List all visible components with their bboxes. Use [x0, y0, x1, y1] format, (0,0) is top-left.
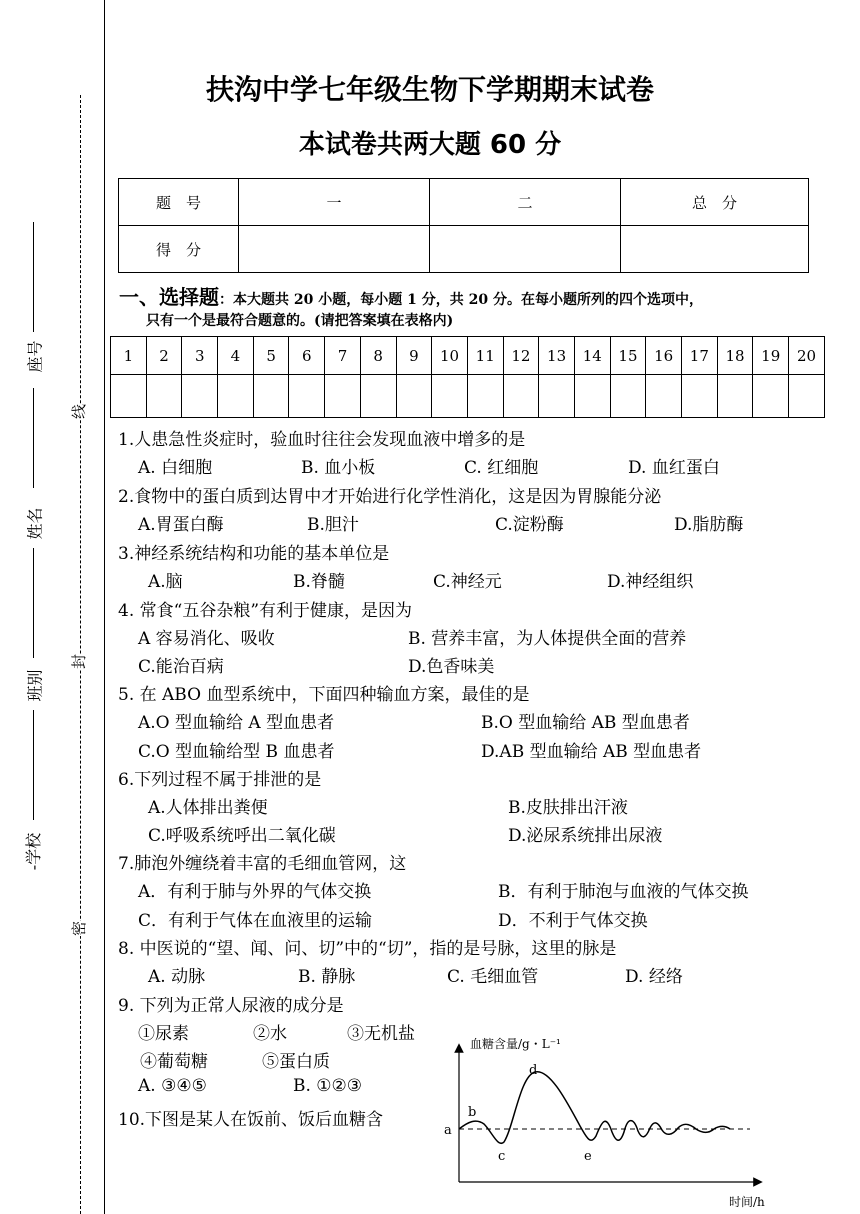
q7-option-d: D．不利于气体交换	[498, 911, 648, 931]
answer-number: 7	[325, 337, 361, 375]
q9-item-1: ①尿素	[138, 1024, 189, 1044]
score-table	[118, 178, 809, 273]
answer-number: 4	[218, 337, 254, 375]
answer-cell[interactable]	[289, 375, 325, 418]
q1-option-a: A. 白细胞	[138, 458, 213, 478]
answer-number: 1	[111, 337, 147, 375]
point-c-label: c	[498, 1149, 506, 1164]
q4-option-d: D.色香味美	[408, 657, 495, 677]
school-field[interactable]	[33, 710, 34, 820]
score-cell-total[interactable]	[621, 226, 809, 273]
seat-label: 座号	[25, 340, 45, 373]
exam-subtitle: 本试卷共两大题 60 分	[298, 130, 562, 160]
answer-number: 17	[682, 337, 718, 375]
answer-number: 3	[182, 337, 218, 375]
q9-item-3: ③无机盐	[347, 1024, 415, 1044]
answer-number: 14	[574, 337, 610, 375]
q8-option-a: A. 动脉	[148, 967, 206, 987]
q3-option-a: A.脑	[148, 572, 183, 592]
answer-number: 20	[789, 337, 825, 375]
answer-cell[interactable]	[610, 375, 646, 418]
class-label: 班别	[25, 669, 45, 702]
answer-cell[interactable]	[789, 375, 825, 418]
answer-cell[interactable]	[646, 375, 682, 418]
answer-number: 5	[253, 337, 289, 375]
q7-option-c: C．有利于气体在血液里的运输	[138, 911, 373, 931]
point-d-label: d	[529, 1063, 538, 1078]
answer-cell[interactable]	[325, 375, 361, 418]
q2-stem: 2.食物中的蛋白质到达胃中才开始进行化学性消化，这是因为胃腺能分泌	[118, 487, 662, 507]
q6-option-b: B.皮肤排出汗液	[508, 798, 628, 818]
q9-item-2: ②水	[253, 1024, 287, 1044]
q7-option-a: A．有利于肺与外界的气体交换	[138, 882, 372, 902]
q3-option-c: C.神经元	[433, 572, 502, 592]
exam-title: 扶沟中学七年级生物下学期期末试卷	[205, 73, 654, 106]
answer-number: 8	[360, 337, 396, 375]
q4-option-c: C.能治百病	[138, 657, 224, 677]
q5-option-d: D.AB 型血输给 AB 型血患者	[481, 742, 702, 762]
answer-cell[interactable]	[753, 375, 789, 418]
class-field[interactable]	[33, 548, 34, 658]
blood-sugar-curve	[459, 1072, 730, 1144]
name-label: 姓名	[25, 507, 45, 540]
answer-cell[interactable]	[682, 375, 718, 418]
q6-option-a: A.人体排出粪便	[148, 798, 268, 818]
answer-number: 15	[610, 337, 646, 375]
score-header-part1: 一	[239, 179, 430, 226]
q8-stem: 8. 中医说的“望、闻、问、切”中的“切”，指的是号脉，这里的脉是	[118, 939, 617, 959]
answer-number: 18	[717, 337, 753, 375]
section1-desc-1: ：本大题共 20 小题，每小题 1 分，共 20 分。在每小题所列的四个选项中，	[219, 292, 703, 308]
answer-number: 9	[396, 337, 432, 375]
secret-char: 密	[70, 920, 89, 937]
q2-option-c: C.淀粉酶	[495, 515, 564, 535]
binding-line	[104, 0, 105, 1214]
q6-option-c: C.呼吸系统呼出二氧化碳	[148, 826, 336, 846]
answer-number: 11	[467, 337, 503, 375]
answer-cell[interactable]	[467, 375, 503, 418]
q6-stem: 6.下列过程不属于排泄的是	[118, 770, 322, 790]
school-label: -学校	[24, 832, 44, 871]
q8-option-d: D. 经络	[625, 967, 683, 987]
score-header-label: 题 号	[119, 179, 239, 226]
point-a-label: a	[444, 1123, 452, 1138]
q7-option-b: B．有利于肺泡与血液的气体交换	[498, 882, 749, 902]
q3-option-b: B.脊髓	[293, 572, 345, 592]
q9-item-5: ⑤蛋白质	[262, 1052, 330, 1072]
answer-number: 13	[539, 337, 575, 375]
graph-ylabel: 血糖含量/g・L⁻¹	[470, 1037, 561, 1051]
q3-option-d: D.神经组织	[607, 572, 694, 592]
point-e-label: e	[584, 1149, 592, 1164]
q2-option-a: A.胃蛋白酶	[138, 515, 224, 535]
answer-cell[interactable]	[396, 375, 432, 418]
answer-table	[110, 336, 825, 418]
answer-cell[interactable]	[253, 375, 289, 418]
q6-option-d: D.泌尿系统排出尿液	[508, 826, 663, 846]
q5-option-b: B.O 型血输给 AB 型血患者	[481, 713, 690, 733]
score-cell-part1[interactable]	[239, 226, 430, 273]
answer-cell[interactable]	[574, 375, 610, 418]
q9-stem: 9. 下列为正常人尿液的成分是	[118, 996, 344, 1016]
section1-heading-line	[119, 281, 703, 310]
answer-grid	[110, 336, 825, 418]
answer-cell[interactable]	[182, 375, 218, 418]
q4-option-a: A 容易消化、吸收	[138, 629, 275, 649]
answer-number: 2	[146, 337, 182, 375]
answer-number: 19	[753, 337, 789, 375]
answer-cell[interactable]	[218, 375, 254, 418]
q4-stem: 4. 常食“五谷杂粮”有利于健康，是因为	[118, 601, 413, 621]
q2-option-d: D.脂肪酶	[674, 515, 744, 535]
q1-stem: 1.人患急性炎症时，验血时往往会发现血液中增多的是	[118, 430, 526, 450]
answer-number: 12	[503, 337, 539, 375]
line-char: 线	[70, 403, 89, 420]
q5-stem: 5. 在 ABO 血型系统中，下面四种输血方案，最佳的是	[118, 685, 530, 705]
name-field[interactable]	[33, 388, 34, 488]
q9-item-4: ④葡萄糖	[140, 1052, 208, 1072]
q5-option-c: C.O 型血输给型 B 血患者	[138, 742, 335, 762]
seal-char: 封	[70, 653, 89, 670]
q8-option-b: B. 静脉	[298, 967, 356, 987]
answer-cell[interactable]	[503, 375, 539, 418]
score-header-part2: 二	[430, 179, 621, 226]
point-b-label: b	[468, 1105, 477, 1120]
answer-number: 6	[289, 337, 325, 375]
section1-desc-2: 只有一个是最符合题意的。(请把答案填在表格内)	[146, 313, 454, 329]
q9-option-b: B. ①②③	[293, 1076, 363, 1096]
q7-stem: 7.肺泡外缠绕着丰富的毛细血管网，这	[118, 854, 407, 874]
q8-option-c: C. 毛细血管	[447, 967, 539, 987]
q9-option-a: A. ③④⑤	[138, 1076, 207, 1096]
q1-option-d: D. 血红蛋白	[628, 458, 720, 478]
answer-cell[interactable]	[360, 375, 396, 418]
graph-xlabel: 时间/h	[729, 1195, 765, 1209]
score-header-total: 总 分	[621, 179, 809, 226]
seat-field[interactable]	[33, 222, 34, 332]
q10-stem: 10.下图是某人在饭前、饭后血糖含	[118, 1110, 384, 1130]
section1-heading: 一、选择题	[119, 285, 219, 309]
answer-cell[interactable]	[717, 375, 753, 418]
answer-number: 10	[432, 337, 468, 375]
answer-cell[interactable]	[111, 375, 147, 418]
answer-number: 16	[646, 337, 682, 375]
q3-stem: 3.神经系统结构和功能的基本单位是	[118, 544, 390, 564]
score-row-label: 得 分	[119, 226, 239, 273]
answer-cell[interactable]	[539, 375, 575, 418]
q5-option-a: A.O 型血输给 A 型血患者	[138, 713, 335, 733]
q1-option-b: B. 血小板	[301, 458, 376, 478]
answer-cell[interactable]	[432, 375, 468, 418]
q4-option-b: B. 营养丰富，为人体提供全面的营养	[408, 629, 687, 649]
q1-option-c: C. 红细胞	[464, 458, 539, 478]
score-cell-part2[interactable]	[430, 226, 621, 273]
q2-option-b: B.胆汁	[307, 515, 359, 535]
blood-sugar-graph	[440, 1036, 770, 1212]
answer-cell[interactable]	[146, 375, 182, 418]
